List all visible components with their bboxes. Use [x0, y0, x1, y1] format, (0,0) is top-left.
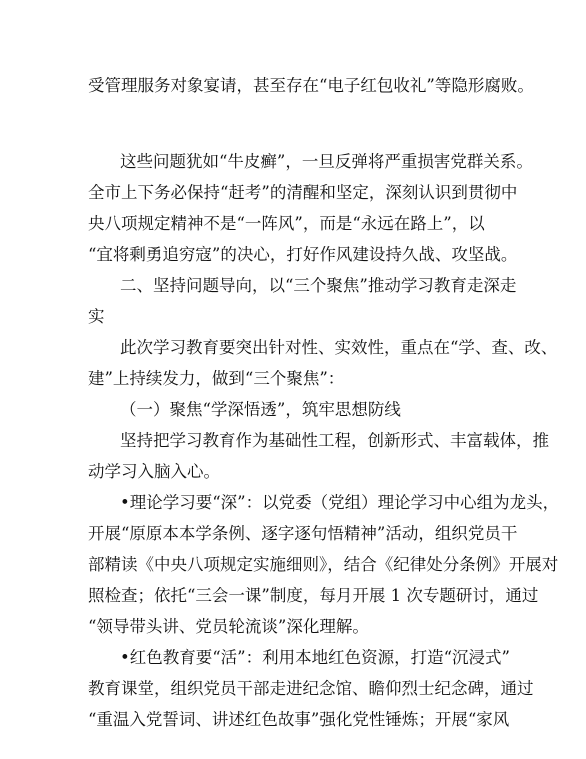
section-heading: 二、坚持问题导向，以“三个聚焦”推动学习教育走深走: [120, 276, 517, 295]
bullet-item: •红色教育要“活”：利用本地红色资源，打造“沉浸式”: [120, 648, 510, 667]
text-line: “重温入党誓词、讲述红色故事”强化党性锤炼；开展“家风: [88, 710, 510, 729]
text-line: 坚持把学习教育作为基础性工程，创新形式、丰富载体，推: [120, 431, 549, 450]
text-line: “领导带头讲、党员轮流谈”深化理解。: [88, 617, 369, 636]
text-line: 开展“原原本本学条例、逐字逐句悟精神”活动，组织党员干: [88, 524, 518, 543]
section-heading-continued: 实: [88, 307, 105, 326]
text-line: 央八项规定精神不是“一阵风”，而是“永远在路上”，以: [88, 214, 485, 233]
text-line: 此次学习教育要突出针对性、实效性，重点在“学、查、改、: [120, 338, 558, 357]
text-line: 这些问题犹如“牛皮癣”，一旦反弹将严重损害党群关系。: [120, 152, 533, 171]
text-line: 部精读《中央八项规定实施细则》，结合《纪律处分条例》开展对: [88, 555, 559, 574]
text-line: 照检查；依托“三会一课”制度，每月开展 1 次专题研讨，通过: [88, 586, 539, 605]
bullet-item: •理论学习要“深”：以党委（党组）理论学习中心组为龙头，: [120, 493, 560, 512]
text-line: 受管理服务对象宴请，甚至存在“电子红包收礼”等隐形腐败。: [88, 76, 534, 95]
text-line: 全市上下务必保持“赶考”的清醒和坚定，深刻认识到贯彻中: [88, 183, 518, 202]
text-line: 动学习入脑入心。: [88, 462, 220, 481]
text-line: “宜将剩勇追穷寇”的决心，打好作风建设持久战、攻坚战。: [88, 245, 518, 264]
text-line: 教育课堂，组织党员干部走进纪念馆、瞻仰烈士纪念碑，通过: [88, 679, 534, 698]
text-line: 建”上持续发力，做到“三个聚焦”：: [88, 369, 345, 388]
subsection-heading: （一）聚焦“学深悟透”，筑牢思想防线: [120, 400, 401, 419]
